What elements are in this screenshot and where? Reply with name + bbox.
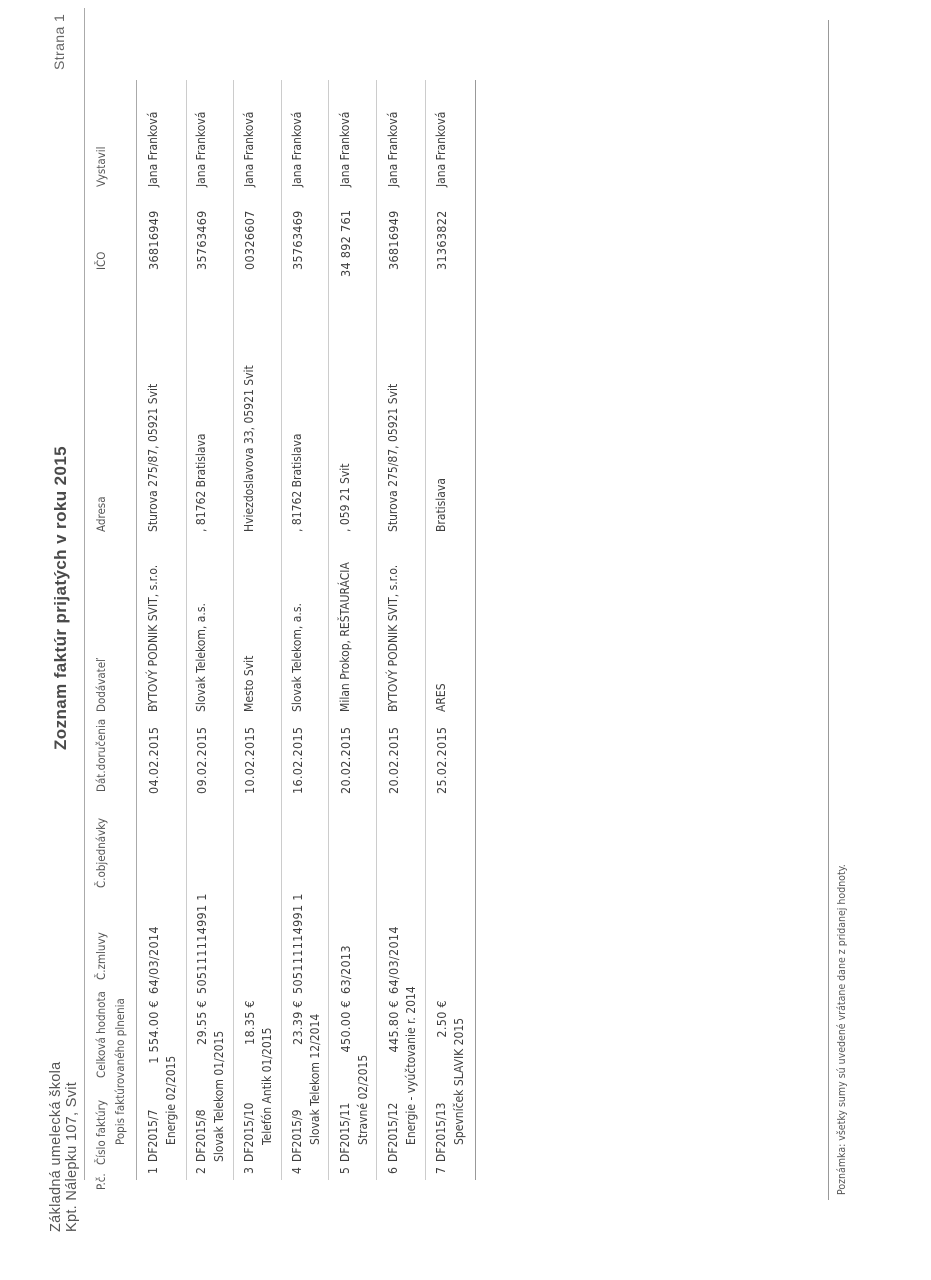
row-pc: 6 xyxy=(386,1167,400,1174)
row-vystavil: Jana Franková xyxy=(434,111,448,187)
col-dodavatel: Dodávateľ xyxy=(94,658,108,712)
row-dodavatel: Slovak Telekom, a.s. xyxy=(194,603,208,712)
page-title: Zoznam faktúr prijatých v roku 2015 xyxy=(51,445,70,750)
page-number: Strana 1 xyxy=(51,13,67,70)
row-pc: 2 xyxy=(194,1167,208,1174)
row-vystavil: Jana Franková xyxy=(242,111,256,187)
row-hodnota: 23.39 € xyxy=(290,1000,305,1046)
row-pc: 5 xyxy=(338,1167,352,1174)
row-vystavil: Jana Franková xyxy=(146,111,160,187)
col-cislo-faktury: Číslo faktúry xyxy=(94,1100,108,1165)
table-bottom-rule xyxy=(475,80,476,1180)
row-vystavil: Jana Franková xyxy=(338,111,352,187)
row-hodnota: 18.35 € xyxy=(242,1000,257,1046)
row-dodavatel: BYTOVÝ PODNIK SVIT, s.r.o. xyxy=(386,564,400,712)
row-datum: 16.02.2015 xyxy=(290,726,305,794)
row-ico: 00326607 xyxy=(242,210,257,270)
row-adresa: , 81762 Bratislava xyxy=(194,433,208,532)
col-adresa: Adresa xyxy=(94,496,108,532)
row-zmluva: 505111114991 1 xyxy=(290,893,305,994)
row-dodavatel: Milan Prokop, REŠTAURÁCIA xyxy=(338,562,352,712)
row-vystavil: Jana Franková xyxy=(290,111,304,187)
row-adresa: Bratislava xyxy=(434,478,448,532)
row-cislo: DF2015/8 xyxy=(194,1109,208,1162)
row-datum: 04.02.2015 xyxy=(146,726,161,794)
school-address: Kpt. Nálepku 107, Svit xyxy=(64,1081,80,1232)
row-datum: 10.02.2015 xyxy=(242,726,257,794)
row-adresa: , 059 21 Svit xyxy=(338,463,352,532)
row-ico: 36816949 xyxy=(146,210,161,270)
row-popis: Stravné 02/2015 xyxy=(356,1054,370,1145)
col-ico: IČO xyxy=(94,251,108,270)
row-zmluva: 63/2013 xyxy=(338,945,353,994)
col-vystavil: Vystavil xyxy=(94,146,108,187)
row-ico: 31363822 xyxy=(434,210,449,270)
row-datum: 25.02.2015 xyxy=(434,726,449,794)
row-ico: 35763469 xyxy=(194,210,209,270)
row-vystavil: Jana Franková xyxy=(386,111,400,187)
row-adresa: , 81762 Bratislava xyxy=(290,433,304,532)
row-hodnota: 445.80 € xyxy=(386,1000,401,1053)
row-cislo: DF2015/7 xyxy=(146,1109,160,1162)
row-popis: Telefón Antik 01/2015 xyxy=(260,1027,274,1145)
col-popis: Popis faktúrovaného plnenia xyxy=(113,998,127,1145)
row-adresa: Sturova 275/87, 05921 Svit xyxy=(146,383,160,532)
row-hodnota: 450.00 € xyxy=(338,1000,353,1053)
header-top-rule xyxy=(84,8,85,1180)
row-popis: Spevníček SLAVIK 2015 xyxy=(452,1017,466,1145)
col-dat-dorucenia: Dát.doručenia xyxy=(94,718,108,792)
footer-rule xyxy=(828,20,829,1200)
row-dodavatel: BYTOVÝ PODNIK SVIT, s.r.o. xyxy=(146,564,160,712)
row-pc: 4 xyxy=(290,1167,304,1174)
school-name: Základná umelecká škola xyxy=(48,1061,64,1232)
row-ico: 34 892 761 xyxy=(338,209,353,277)
row-hodnota: 2.50 € xyxy=(434,1000,449,1038)
col-cislo-zmluvy: Č.zmluvy xyxy=(94,932,108,980)
row-hodnota: 1 554.00 € xyxy=(146,1000,161,1064)
col-celkova-hodnota: Celková hodnota xyxy=(94,991,108,1078)
row-popis: Energie 02/2015 xyxy=(164,1055,178,1145)
row-popis: Slovak Telekom 12/2014 xyxy=(308,1013,322,1145)
row-popis: Energie - vyúčtovanie r. 2014 xyxy=(404,986,418,1145)
col-pc: P.č. xyxy=(94,1173,108,1190)
row-zmluva: 64/03/2014 xyxy=(386,926,401,994)
row-datum: 20.02.2015 xyxy=(386,726,401,794)
row-pc: 7 xyxy=(434,1167,448,1174)
row-popis: Slovak Telekom 01/2015 xyxy=(212,1030,226,1162)
row-pc: 1 xyxy=(146,1167,160,1174)
row-cislo: DF2015/12 xyxy=(386,1102,400,1162)
header-bottom-rule xyxy=(136,80,137,1180)
row-ico: 35763469 xyxy=(290,210,305,270)
row-dodavatel: ARES xyxy=(434,683,448,712)
row-adresa: Sturova 275/87, 05921 Svit xyxy=(386,383,400,532)
footer-note: Poznámka: všetky sumy sú uvedené vrátane dane z pridanej hodnoty. xyxy=(836,864,848,1195)
row-datum: 09.02.2015 xyxy=(194,726,209,794)
row-ico: 36816949 xyxy=(386,210,401,270)
row-adresa: Hviezdoslavova 33, 05921 Svit xyxy=(242,365,256,532)
row-dodavatel: Slovak Telekom, a.s. xyxy=(290,603,304,712)
row-cislo: DF2015/13 xyxy=(434,1102,448,1162)
row-zmluva: 505111114991 1 xyxy=(194,893,209,994)
row-vystavil: Jana Franková xyxy=(194,111,208,187)
row-zmluva: 64/03/2014 xyxy=(146,926,161,994)
row-hodnota: 29.55 € xyxy=(194,1000,209,1046)
row-cislo: DF2015/9 xyxy=(290,1109,304,1162)
row-dodavatel: Mesto Svit xyxy=(242,655,256,712)
col-cislo-objednavky: Č.objednávky xyxy=(94,818,108,888)
row-datum: 20.02.2015 xyxy=(338,726,353,794)
row-cislo: DF2015/10 xyxy=(242,1102,256,1162)
row-pc: 3 xyxy=(242,1167,256,1174)
row-cislo: DF2015/11 xyxy=(338,1102,352,1162)
